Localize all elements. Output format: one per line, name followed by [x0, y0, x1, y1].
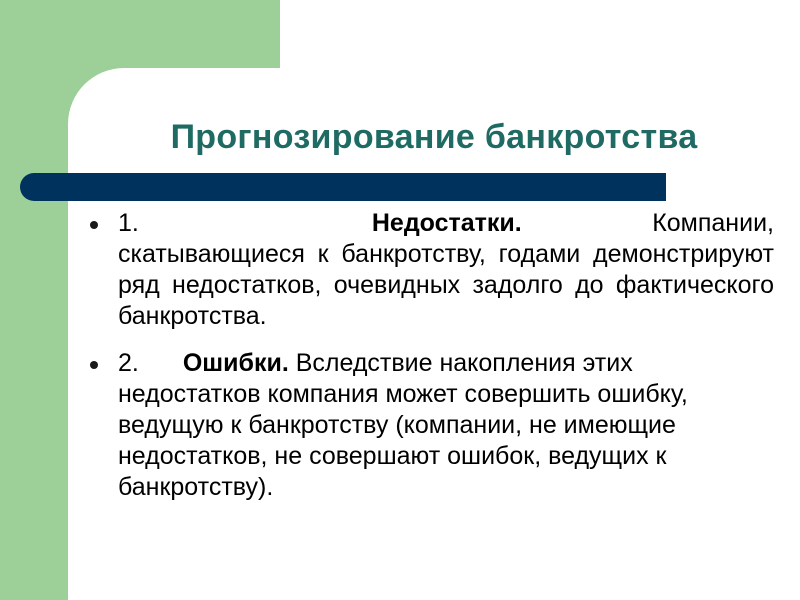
item-text: Вследствие накопления этих недостатков компания может совершить ошибку, ведущую к банкротству (компании, не имеющие недостатков, не совершают ошибок, ведущих к банкротству).: [118, 349, 688, 501]
list-item: [88, 348, 752, 503]
bullet-icon: [90, 221, 98, 229]
item-number: 1.: [118, 209, 139, 237]
bullet-list: [88, 208, 774, 519]
item-number: 2.: [118, 349, 139, 377]
bullet-icon: [90, 361, 98, 369]
title-underline-bar: [20, 173, 666, 201]
list-item: [88, 208, 774, 332]
item-text: Компании, скатывающиеся к банкротству, годами демонстрируют ряд недостатков, очевидных задолго до фактического банкротства.: [118, 209, 774, 330]
item-keyword: Ошибки.: [182, 349, 289, 377]
slide-title: Прогнозирование банкротства: [170, 118, 698, 156]
item-keyword: Недостатки.: [371, 209, 522, 237]
